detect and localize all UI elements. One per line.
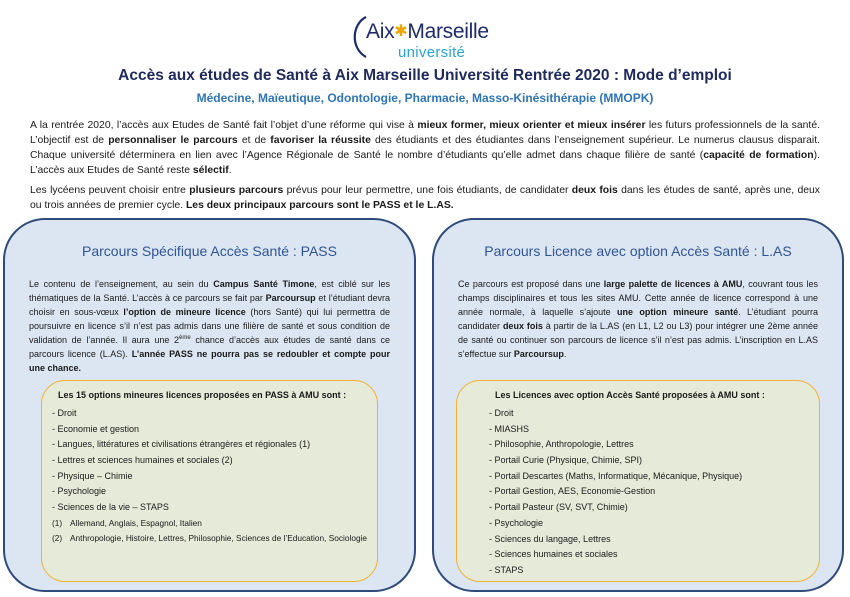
list-item: - Psychologie bbox=[489, 517, 544, 528]
list-item: - Psychologie bbox=[52, 486, 107, 497]
list-item: - Philosophie, Anthropologie, Lettres bbox=[489, 439, 634, 450]
page-subtitle: Médecine, Maïeutique, Odontologie, Pharmacie, Masso-Kinésithérapie (MMOPK) bbox=[196, 91, 654, 105]
pass-description: Le contenu de l’enseignement, au sein du Campus Santé Timone, est ciblé sur les thématiques de la Santé. L’accès à ce parcours se fait par Parcoursup et l’étudiant devra choisir en sous-vœux l’option de mineure licence (hors Santé) qui lui permettra de poursuivre en licence s’il n’est pas admis dans une filière de santé et sous condition de validation de l’année. Il aura une 2ème chance d’accès aux études de santé dans ce parcours licence (L.AS). L’année PASS ne pourra pas se redoubler et compte pour une chance. bbox=[29, 279, 391, 373]
list-item: - Physique – Chimie bbox=[52, 470, 133, 481]
pass-options-box bbox=[41, 380, 378, 582]
list-item: - MIASHS bbox=[489, 423, 530, 434]
list-item: - Sciences de la vie – STAPS bbox=[52, 502, 169, 513]
list-item: - Economie et gestion bbox=[52, 423, 140, 434]
list-item: - Langues, littératures et civilisations étrangères et régionales (1) bbox=[52, 439, 311, 450]
pass-options-list bbox=[52, 406, 310, 516]
list-item: - Droit bbox=[52, 408, 77, 418]
intro-paragraph-2: Les lycéens peuvent choisir entre plusieurs parcours prévus pour leur permettre, une fois étudiants, de candidater deux fois dans les études de santé, après une, deux ou trois années de premier cycle. Les deux principaux parcours sont le PASS et le L.AS. bbox=[30, 185, 820, 211]
pass-footnotes bbox=[52, 518, 367, 547]
list-item: - Portail Curie (Physique, Chimie, SPI) bbox=[489, 455, 643, 466]
amu-logo bbox=[348, 14, 508, 60]
las-options-box bbox=[456, 380, 820, 582]
list-item: - Portail Descartes (Maths, Informatique, Mécanique, Physique) bbox=[489, 470, 743, 481]
pass-title: Parcours Spécifique Accès Santé : PASS bbox=[82, 243, 337, 259]
logo-wordmark: Aix✱Marseille bbox=[366, 20, 489, 43]
las-panel bbox=[432, 218, 844, 592]
list-item: - Sciences du langage, Lettres bbox=[489, 533, 611, 544]
logo-subtitle: université bbox=[398, 44, 466, 61]
list-item: - Portail Gestion, AES, Economie-Gestion bbox=[489, 486, 656, 497]
logo-star-icon: ✱ bbox=[394, 23, 408, 40]
intro-text bbox=[30, 118, 820, 218]
las-options-list bbox=[489, 406, 742, 579]
footnote: (2) Anthropologie, Histoire, Lettres, Philosophie, Sciences de l’Education, Sociologie bbox=[52, 532, 368, 543]
page-title: Accès aux études de Santé à Aix Marseille Université Rentrée 2020 : Mode d’emploi bbox=[118, 67, 732, 84]
list-item: - Lettres et sciences humaines et sociales (2) bbox=[52, 455, 233, 466]
pass-panel bbox=[3, 218, 416, 592]
las-description: Ce parcours est proposé dans une large palette de licences à AMU, couvrant tous les champs disciplinaires et tous les sites AMU. Cette année de licence correspond à une année normale, à laquelle s’ajoute une option mineure santé. L’étudiant pourra candidater deux fois à partir de la L.AS (en L1, L2 ou L3) pour intégrer une 2ème année de santé ou continuer son parcours de licence s’il n’est pas admis. L’inscription en L.AS s’effectue sur Parcoursup. bbox=[458, 279, 818, 359]
list-item: - STAPS bbox=[489, 564, 524, 575]
intro-paragraph-1: A la rentrée 2020, l’accès aux Etudes de Santé fait l’objet d’une réforme qui vise à mieux former, mieux orienter et mieux insérer les futurs professionnels de la santé. L’objectif est de personnaliser le parcours et de favoriser la réussite des étudiants et des étudiantes dans l’enseignement supérieur. Le numerus clausus disparait. Chaque université déterminera en lien avec l’Agence Régionale de Santé le nombre d’étudiants qu’elle admet dans chaque filière de santé (capacité de formation). L’accès aux Etudes de Santé reste sélectif. bbox=[30, 120, 820, 176]
footnote: (1) Allemand, Anglais, Espagnol, Italien bbox=[52, 518, 202, 528]
pass-options-title: Les 15 options mineures licences proposées en PASS à AMU sont : bbox=[58, 390, 347, 400]
las-title: Parcours Licence avec option Accès Santé : L.AS bbox=[484, 243, 792, 259]
list-item: - Portail Pasteur (SV, SVT, Chimie) bbox=[489, 502, 628, 513]
list-item: - Sciences humaines et sociales bbox=[489, 549, 618, 560]
las-options-title: Les Licences avec option Accès Santé proposées à AMU sont : bbox=[495, 390, 765, 400]
list-item: - Droit bbox=[489, 408, 514, 418]
